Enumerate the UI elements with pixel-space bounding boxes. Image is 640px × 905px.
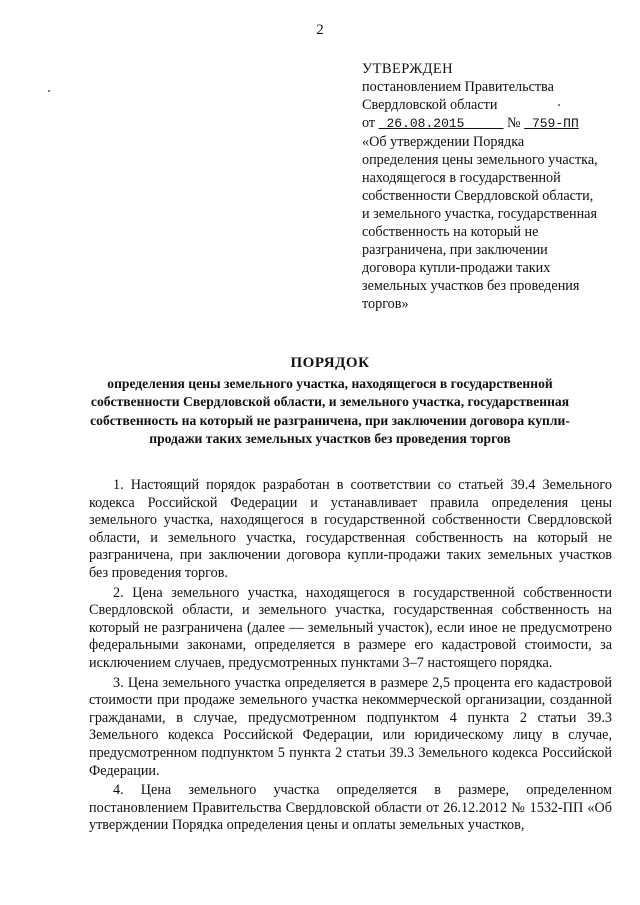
resolution-date: 26.08.2015 [386, 116, 465, 131]
approved-heading: УТВЕРЖДЕН [362, 61, 454, 77]
date-prefix: от [362, 115, 376, 131]
paragraph-1: 1. Настоящий порядок разработан в соответствии со статьей 39.4 Земельного кодекса Российской Федерации и устанавливает правила определения цены земельного участка, находящегося в государственной собственности Свердловской области, и земельного участка, государственная собственность на который не разграничена, при заключении договора купли-продажи таких земельных участков без проведения торгов. [89, 477, 612, 581]
document-subtitle: определения цены земельного участка, находящегося в государственной собственности Свердловской области, и земельного участка, государственная собственность на который не разграничена, при заключении договора купли-продажи таких земельных участков без проведения торгов [90, 376, 570, 447]
approval-line-2: Свердловской области [362, 97, 498, 113]
scan-speck [48, 90, 50, 92]
number-prefix: № [507, 115, 521, 131]
resolution-title: «Об утверждении Порядка определения цены земельного участка, находящегося в государственной собственности Свердловской области, и земельного участка, государственная собственность на который не разграничена, при заключении договора купли-продажи таких земельных участков без проведения торгов» [362, 134, 598, 312]
approval-block [362, 60, 602, 313]
document-body [89, 477, 612, 837]
date-number-line [362, 114, 602, 133]
document-title-block [80, 355, 580, 449]
document-title: ПОРЯДОК [290, 355, 370, 371]
resolution-number: 759-ПП [531, 116, 579, 131]
paragraph-4: 4. Цена земельного участка определяется в размере, определенном постановлением Правительства Свердловской области от 26.12.2012 № 1532-ПП «Об утверждении Порядка определения цены и оплаты земельных участков, [89, 782, 612, 834]
page-number: 2 [316, 22, 324, 38]
paragraph-3: 3. Цена земельного участка определяется в размере 2,5 процента его кадастровой стоимости при продаже земельного участка некоммерческой организации, созданной гражданами, в случае, предусмотренном подпунктом 4 пункта 2 статьи 39.3 Земельного кодекса Российской Федерации, или юридическому лицу в случае, предусмотренном подпунктом 5 пункта 2 статьи 39.3 Земельного кодекса Российской Федерации. [89, 674, 612, 779]
approval-line-1: постановлением Правительства [362, 79, 554, 95]
paragraph-2: 2. Цена земельного участка, находящегося в государственной собственности Свердловской области, и земельного участка, государственная собственность на который не разграничена (далее — земельный участок), если иное не предусмотрено федеральными законами, определяется в размере его кадастровой стоимости, за исключением случаев, предусмотренных пунктами 3–7 настоящего порядка. [89, 584, 612, 671]
